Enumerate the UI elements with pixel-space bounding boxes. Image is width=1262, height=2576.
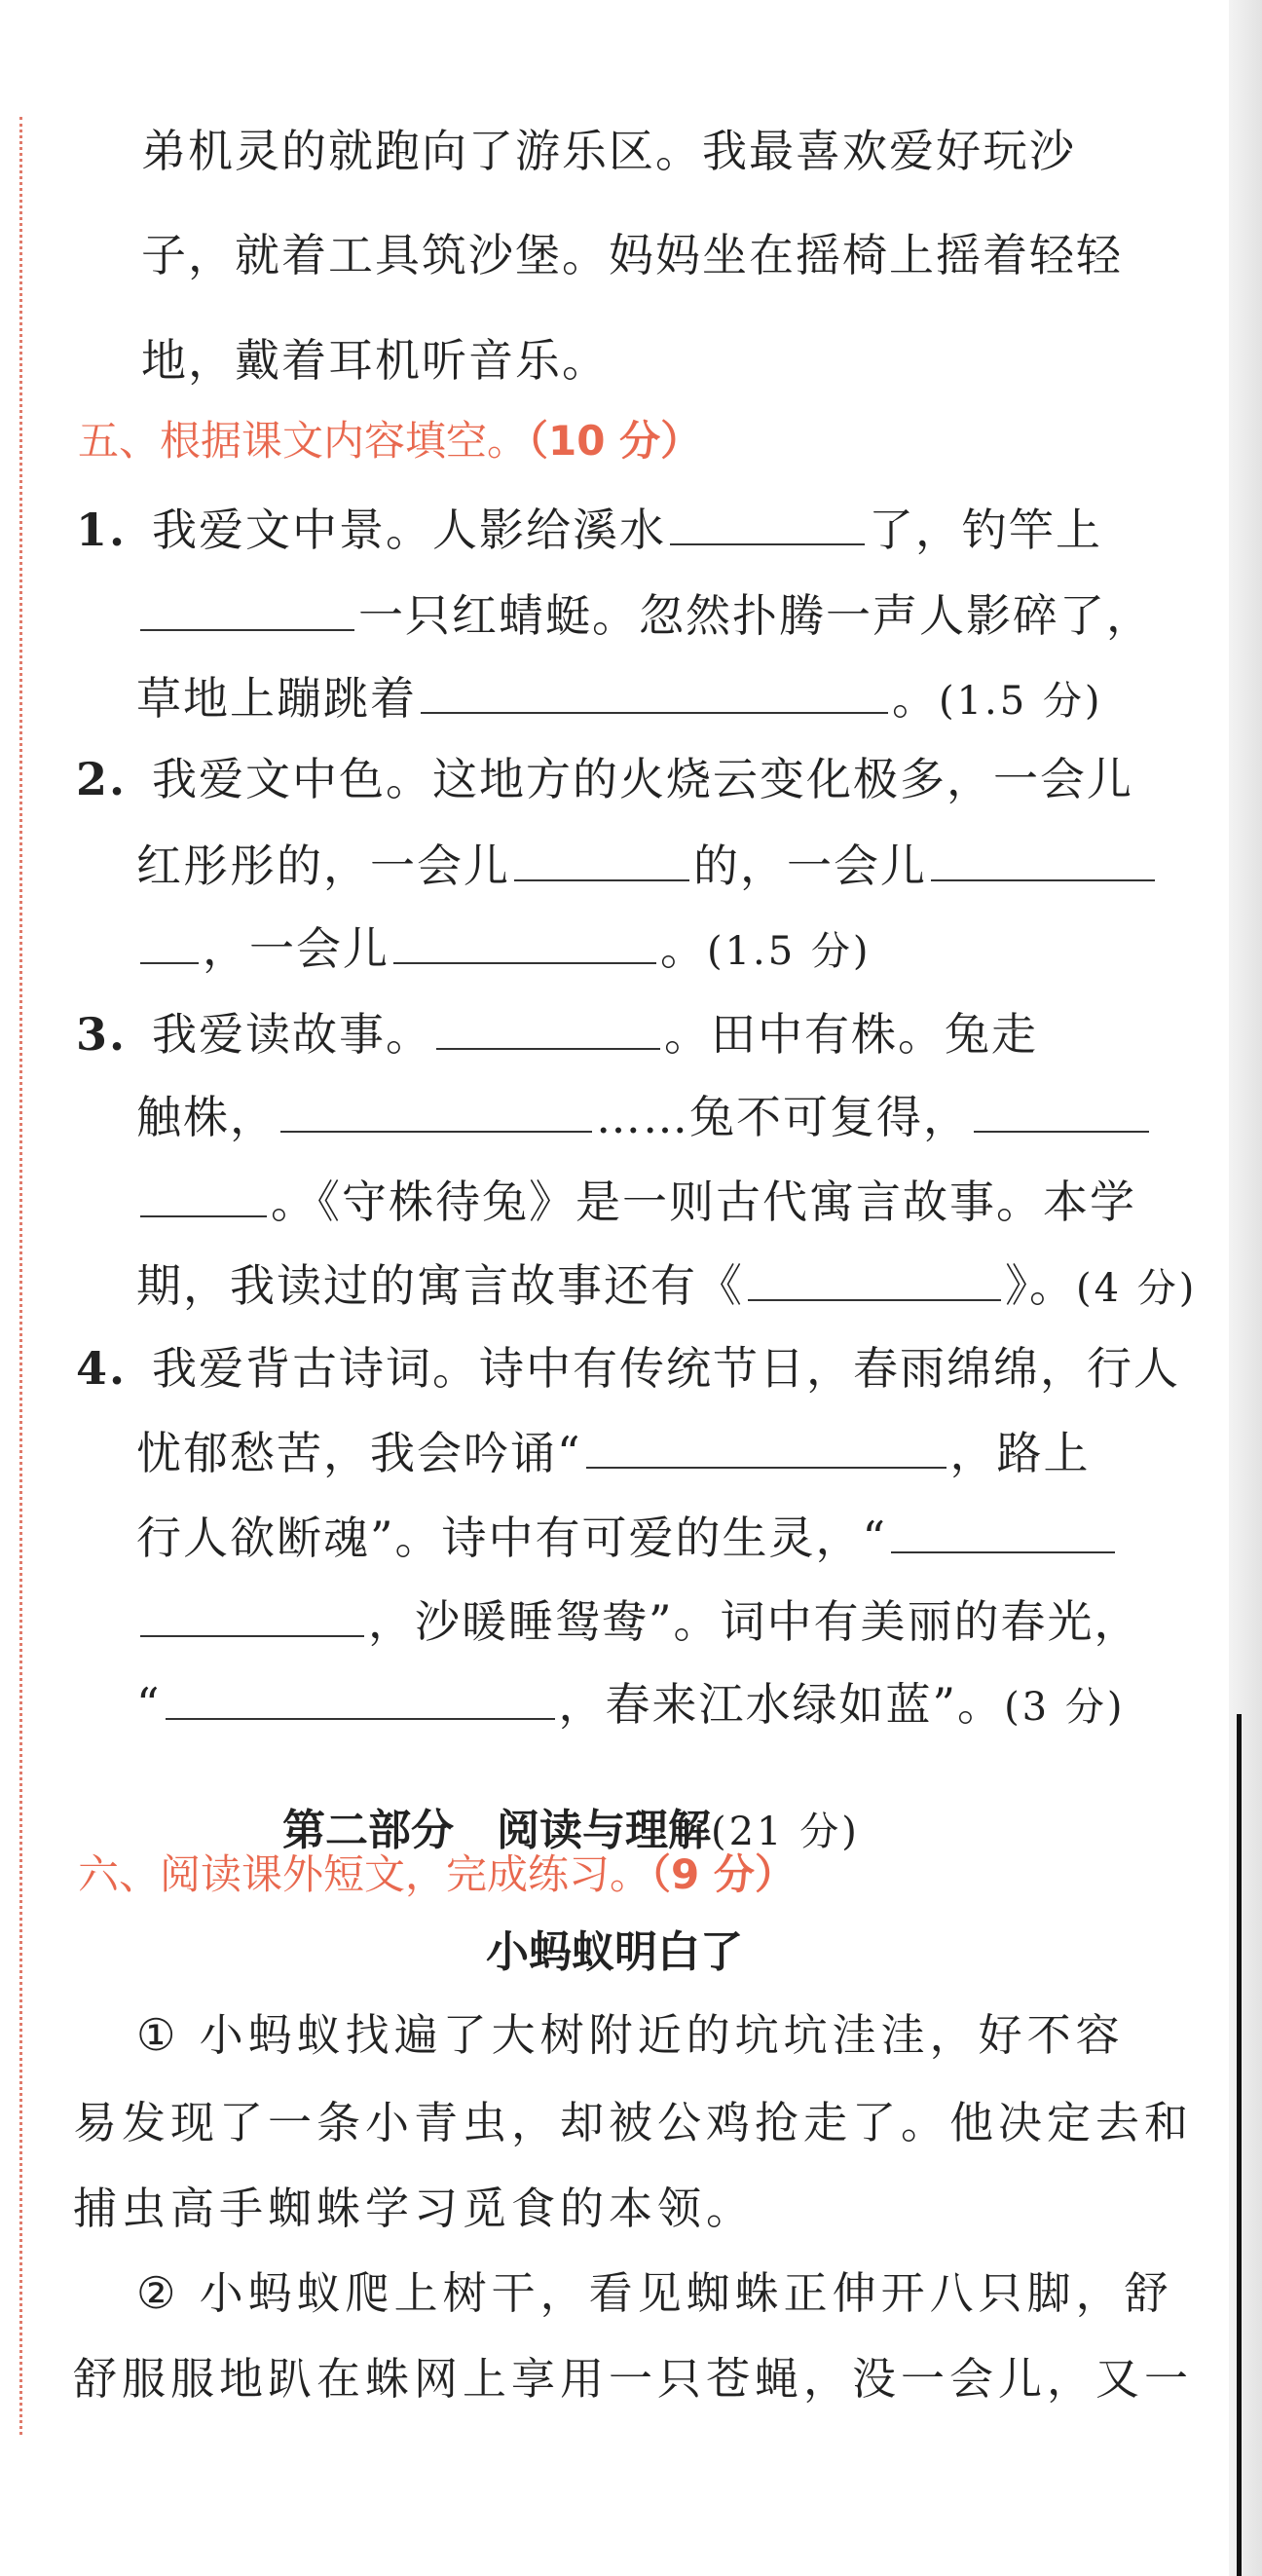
answer-blank[interactable] [140, 1590, 364, 1637]
story-line-5: 舒服服地趴在蛛网上享用一只苍蝇，没一会儿，又一 [73, 2353, 1194, 2405]
question-4-text: 忧郁愁苦，我会吟诵“ [136, 1427, 582, 1479]
story-line-4: ② 小蚂蚁爬上树干，看见蜘蛛正伸开八只脚，舒 [136, 2267, 1173, 2319]
question-4-text: ，路上 [949, 1427, 1091, 1479]
question-1-line-3 [136, 667, 1103, 730]
question-2-text: 我爱文中色。这地方的火烧云变化极多，一会儿 [152, 753, 1134, 805]
story-line-2: 易发现了一条小青虫，却被公鸡抢走了。他决定去和 [73, 2097, 1194, 2148]
answer-blank[interactable] [280, 1086, 592, 1133]
question-3-text: 》。 [1005, 1259, 1076, 1312]
section-5-heading [78, 414, 701, 468]
answer-blank[interactable] [393, 917, 656, 964]
question-3-line-2 [136, 1086, 1153, 1146]
question-1-text: 一只红蜻蜓。忽然扑腾一声人影碎了， [358, 589, 1153, 642]
answer-blank[interactable] [140, 584, 354, 631]
section-6-heading [78, 1848, 796, 1902]
question-1-score: (1.5 分) [939, 679, 1103, 724]
question-3-text: ……兔不可复得， [596, 1091, 970, 1143]
question-3-text: 。《守株待兔》是一则古代寓言故事。本学 [271, 1176, 1136, 1228]
question-2-text: 红彤彤的，一会儿 [136, 840, 510, 892]
question-4-text: ，沙暖睡鸳鸯”。词中有美丽的春光， [368, 1595, 1141, 1648]
question-4-score: (3 分) [1004, 1685, 1126, 1730]
question-2-text: 。 [660, 922, 707, 975]
question-2-line-1 [76, 750, 1133, 808]
question-3-score: (4 分) [1076, 1266, 1198, 1311]
question-2-text: ，一会儿 [203, 922, 390, 975]
question-4-line-1 [76, 1339, 1180, 1398]
question-3-text: 期，我读过的寓言故事还有《 [136, 1259, 744, 1312]
margin-dotted-line [19, 117, 22, 2435]
question-4-text: 我爱背古诗词。诗中有传统节日，春雨绵绵，行人 [152, 1342, 1181, 1395]
story-title: 小蚂蚁明白了 [486, 1927, 743, 1977]
question-3-line-1 [76, 1003, 1038, 1064]
question-3-line-3 [136, 1171, 1136, 1231]
part-2-title: 第二部分 阅读与理解 [282, 1806, 711, 1855]
question-3-text: 。田中有株。兔走 [664, 1008, 1039, 1061]
carryover-line-3: 地，戴着耳机听音乐。 [141, 334, 609, 387]
question-1-line-2 [136, 584, 1153, 645]
question-3-text: 触株， [136, 1091, 277, 1143]
question-4-text: “ [136, 1678, 162, 1731]
carryover-line-1: 弟机灵的就跑向了游乐区。我最喜欢爱好玩沙 [141, 125, 1076, 177]
question-2-text: 的，一会儿 [693, 840, 927, 892]
answer-blank[interactable] [748, 1254, 1001, 1301]
story-line-1: ① 小蚂蚁找遍了大树附近的坑坑洼洼，好不容 [136, 2009, 1125, 2061]
question-1-text: 草地上蹦跳着 [136, 672, 417, 725]
story-line-3: 捕虫高手蜘蛛学习觅食的本领。 [73, 2183, 756, 2234]
question-4-text: ，春来江水绿如蓝”。 [558, 1678, 1005, 1731]
answer-blank[interactable] [670, 499, 865, 545]
section-5-title: 五、根据课文内容填空。 [78, 417, 529, 465]
answer-blank[interactable] [514, 835, 689, 881]
answer-blank[interactable] [166, 1673, 555, 1720]
question-4-line-3 [136, 1507, 1119, 1567]
question-2-line-2 [136, 835, 1159, 895]
question-4-text: 行人欲断魂”。诗中有可爱的生灵，“ [136, 1512, 888, 1564]
question-3-text: 我爱读故事。 [152, 1008, 433, 1061]
answer-blank[interactable] [421, 667, 888, 714]
question-1-text: 我爱文中景。人影给溪水 [152, 504, 667, 556]
question-4-number: 4. [76, 1342, 128, 1395]
question-1-text: 。 [892, 672, 939, 725]
question-1-number: 1. [76, 504, 128, 556]
binding-shadow [1237, 1714, 1242, 2576]
question-4-line-4 [136, 1590, 1141, 1651]
part-2-points: (21 分) [711, 1810, 860, 1854]
question-3-line-4 [136, 1254, 1197, 1318]
question-4-line-2 [136, 1422, 1091, 1482]
carryover-line-2: 子，就着工具筑沙堡。妈妈坐在摇椅上摇着轻轻 [141, 229, 1123, 281]
answer-blank[interactable] [436, 1003, 660, 1050]
answer-blank[interactable] [891, 1507, 1115, 1553]
section-6-title: 六、阅读课外短文，完成练习。 [78, 1850, 651, 1898]
section-6-points: （9 分） [650, 1850, 796, 1898]
question-2-score: (1.5 分) [707, 929, 872, 974]
question-3-number: 3. [76, 1008, 128, 1061]
answer-blank[interactable] [140, 1171, 267, 1217]
answer-blank[interactable] [586, 1422, 946, 1469]
question-2-line-3 [136, 917, 872, 981]
answer-blank[interactable] [140, 917, 199, 964]
page-binding-edge [1229, 0, 1262, 2576]
question-4-line-5 [136, 1673, 1125, 1736]
question-1-line-1 [76, 499, 1102, 559]
answer-blank[interactable] [931, 835, 1155, 881]
question-1-text: 了，钓竿上 [869, 504, 1103, 556]
question-2-number: 2. [76, 753, 128, 805]
answer-blank[interactable] [974, 1086, 1149, 1133]
section-5-points: （10 分） [528, 417, 702, 465]
